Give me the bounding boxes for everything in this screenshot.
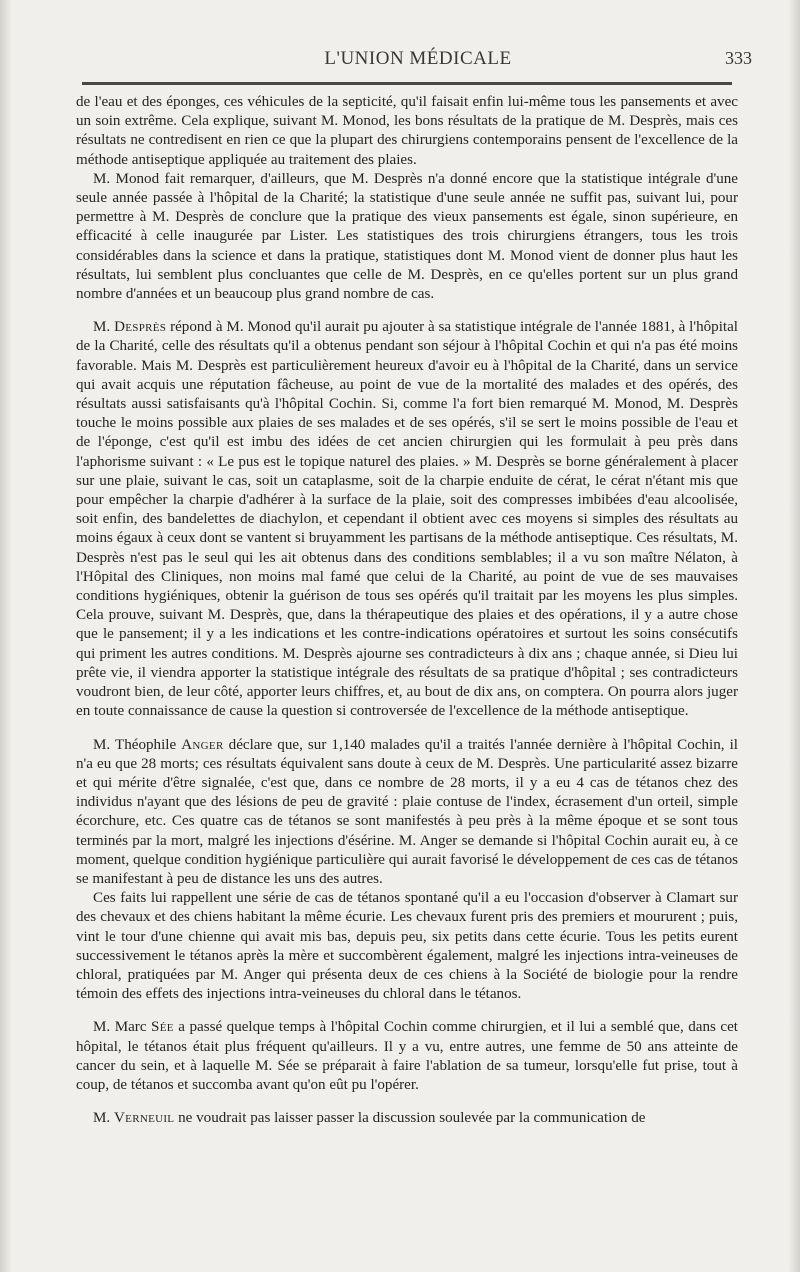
paragraph-text: de l'eau et des éponges, ces véhicules de la septicité, qu'il faisait enfin lui-même tous les pansements et avec un soin extrême. Cela explique, suivant M. Monod, les bons résultats de la pratique de M. Desprès, mais ces résultats ne contredisent en rien ce que la plupart des chirurgiens contemporains pensent de l'excellence de la méthode antiseptique appliquée au traitement des plaies. <box>76 94 738 168</box>
paragraph-text: M. Monod fait remarquer, d'ailleurs, que M. Desprès n'a donné encore que la statistique intégrale d'une seule année passée à l'hôpital de la Charité; la statistique d'une seule année ne suffit pas, suivant lui, pour permettre à M. Desprès de conclure que la pratique des vieux pansements est égale, sinon supérieure, en efficacité à celle inaugurée par Lister. Les statistiques des trois chirurgiens étrangers, tous les trois considérables dans la science et dans la pratique, statistiques dont M. Monod vient de donner plus haut les résultats, lui semblent plus concluantes que celle de M. Desprès, en ce qu'elles portent sur un plus grand nombre d'années et un beaucoup plus grand nombre de cas. <box>76 170 738 303</box>
speaker-prefix: M. <box>93 1110 114 1127</box>
paragraph-continuation <box>76 93 738 170</box>
paragraph-text: déclare que, sur 1,140 malades qu'il a traités l'année dernière à l'hôpital Cochin, il n'a eu que 28 morts; ces résultats équivalent sans doute à ceux de M. Desprès. Une particularité assez bizarre et qui mérite d'être signalée, c'est que, dans ce nombre de 28 morts, il y a eu 4 cas de tétanos chez des individus n'ayant que des lésions de peu de gravité : plaie contuse de l'index, écrasement d'un orteil, simple écorchure, etc. Ces quatre cas de tétanos se sont manifestés à peu près à la même époque et se sont tous terminés par la mort, malgré les injections d'ésérine. M. Anger se demande si l'hôpital Cochin aurait eu, à ce moment, quelque condition hygiénique particulière qui aurait favorisé le développement de ces cas de tétanos se manifestant à peu de distance les uns des autres. <box>76 736 738 887</box>
speaker-prefix: M. Marc <box>93 1019 152 1036</box>
header-rule <box>82 82 732 85</box>
running-header <box>76 42 760 76</box>
speaker-name: Verneuil <box>113 1110 175 1127</box>
paragraph-anger <box>76 736 738 890</box>
speaker-name: Desprès <box>114 319 167 336</box>
paragraph-despres <box>76 318 738 721</box>
paragraph-text: ne voudrait pas laisser passer la discussion soulevée par la communication de <box>174 1110 646 1127</box>
paragraph-text: Ces faits lui rappellent une série de cas de tétanos spontané qu'il a eu l'occasion d'observer à Clamart sur des chevaux et des chiens habitant la même écurie. Les chevaux furent pris des premiers et moururent ; puis, vint le tour d'une chienne qui avait mis bas, depuis peu, six petits dans cette écurie. Tous les petits eurent successivement le tétanos après la mère et succombèrent également, malgré les injections intra-veineuses de chloral, pratiquées par M. Anger qui présenta deux de ces chiens à la Société de biologie pour la rendre témoin des effets des injections intra-veineuses du chloral dans le tétanos. <box>76 890 738 1003</box>
page-number: 333 <box>725 48 752 68</box>
paragraph-see <box>76 1018 738 1095</box>
speaker-name: Anger <box>181 736 224 753</box>
paragraph-clamart <box>76 889 738 1004</box>
speaker-name: Sée <box>151 1019 174 1036</box>
article-body <box>76 93 738 1128</box>
page-edge-shadow-left <box>0 0 12 1272</box>
page-edge-shadow-right <box>788 0 800 1272</box>
paragraph-monod <box>76 170 738 304</box>
journal-title: L'UNION MÉDICALE <box>324 48 512 69</box>
paragraph-text: répond à M. Monod qu'il aurait pu ajouter à sa statistique intégrale de l'année 1881, à l'hôpital de la Charité, celle des résultats qu'il a obtenus pendant son séjour à l'hôpital Cochin et qui n'a pas été moins favorable. Mais M. Desprès est particulièrement heureux d'avoir eu à l'hôpital de la Charité, dans un service qui avait acquis une réputation fâcheuse, au point de vue de la mortalité des malades et des opérés, des résultats aussi satisfaisants qu'à l'hôpital Cochin. Si, comme l'a fort bien remarqué M. Monod, M. Desprès touche le moins possible aux plaies de ses malades et de ses opérés, s'il se sert le moins possible de l'eau et de l'éponge, c'est qu'il est imbu des idées de cet ancien chirurgien qui les formulait à peu près dans l'aphorisme suivant : « Le pus est le topique naturel des plaies. » M. Desprès se borne généralement à placer sur une plaie, suivant le cas, soit un cataplasme, soit de la charpie enduite de cérat, le cérat n'étant mis que pour empêcher la charpie d'adhérer à la surface de la plaie, soit des compresses imbibées d'eau alcoolisée, soit enfin, des bandelettes de diachylon, et cependant il obtient avec ces moyens si simples des résultats au moins égaux à ceux dont se vantent si bruyamment les partisans de la méthode antiseptique. Ces résultats, M. Desprès n'est pas le seul qui les ait obtenus dans des conditions semblables; il a vu son maître Nélaton, à l'Hôpital des Cliniques, non moins mal famé que celui de la Charité, au point de vue de ses mauvaises conditions hygiéniques, obtenir la guérison de tous ses opérés qu'il traitait par les moyens les plus simples. Cela prouve, suivant M. Desprès, que, dans la thérapeutique des plaies et des opérations, il y a autre chose que le pansement; il y a les indications et les contre-indications opératoires et surtout les soins consécutifs qui priment les autres conditions. M. Desprès ajourne ses contradicteurs à dix ans ; chaque année, si Dieu lui prête vie, il viendra apporter la statistique intégrale des résultats de sa pratique d'hôpital ; ses contradicteurs voudront bien, de leur côté, apporter leurs chiffres, et, au bout de dix ans, on comptera. On pourra alors juger en toute connaissance de cause la question si controversée de l'excellence de la méthode antiseptique. <box>76 319 738 720</box>
speaker-prefix: M. <box>93 319 115 336</box>
paragraph-verneuil <box>76 1109 738 1128</box>
paragraph-text: a passé quelque temps à l'hôpital Cochin comme chirurgien, et il lui a semblé que, dans cet hôpital, le tétanos était plus fréquent qu'ailleurs. Il y a vu, entre autres, une femme de 50 ans atteinte de cancer du sein, et à laquelle M. Sée se préparait à faire l'ablation de sa tumeur, lorsqu'elle fut prise, tout à coup, de tétanos et succomba avant qu'on eût pu l'opérer. <box>76 1019 738 1093</box>
speaker-prefix: M. Théophile <box>93 736 182 753</box>
